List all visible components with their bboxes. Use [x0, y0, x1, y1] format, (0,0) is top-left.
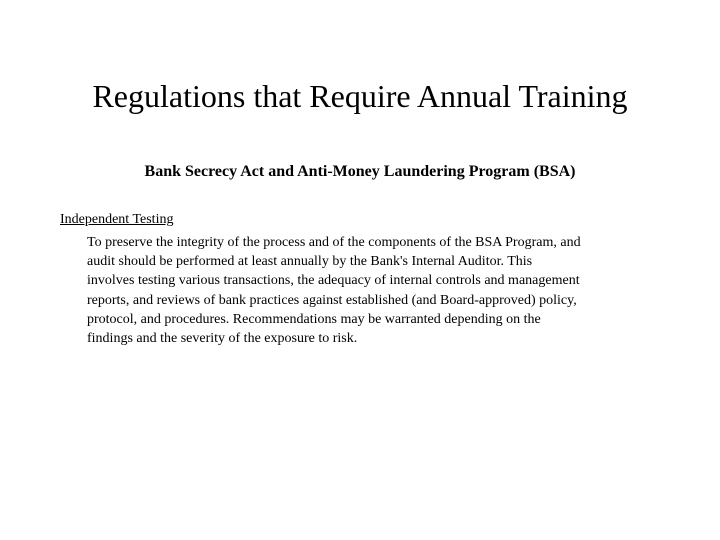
- body-line: protocol, and procedures. Recommendations may be warranted depending on the: [87, 311, 541, 327]
- body-line: involves testing various transactions, the adequacy of internal controls and management: [87, 273, 580, 289]
- body-paragraph: [87, 233, 667, 348]
- slide-subtitle: Bank Secrecy Act and Anti-Money Laundering Program (BSA): [144, 163, 576, 180]
- body-line: audit should be performed at least annually by the Bank's Internal Auditor. This: [87, 254, 533, 270]
- body-line: To preserve the integrity of the process and of the components of the BSA Program, and: [87, 235, 581, 250]
- slide-title: Regulations that Require Annual Training: [92, 78, 628, 114]
- body-line: reports, and reviews of bank practices against established (and Board-approved) policy,: [87, 292, 577, 308]
- body-line: findings and the severity of the exposure to risk.: [87, 331, 358, 347]
- section-heading: Independent Testing: [60, 212, 174, 227]
